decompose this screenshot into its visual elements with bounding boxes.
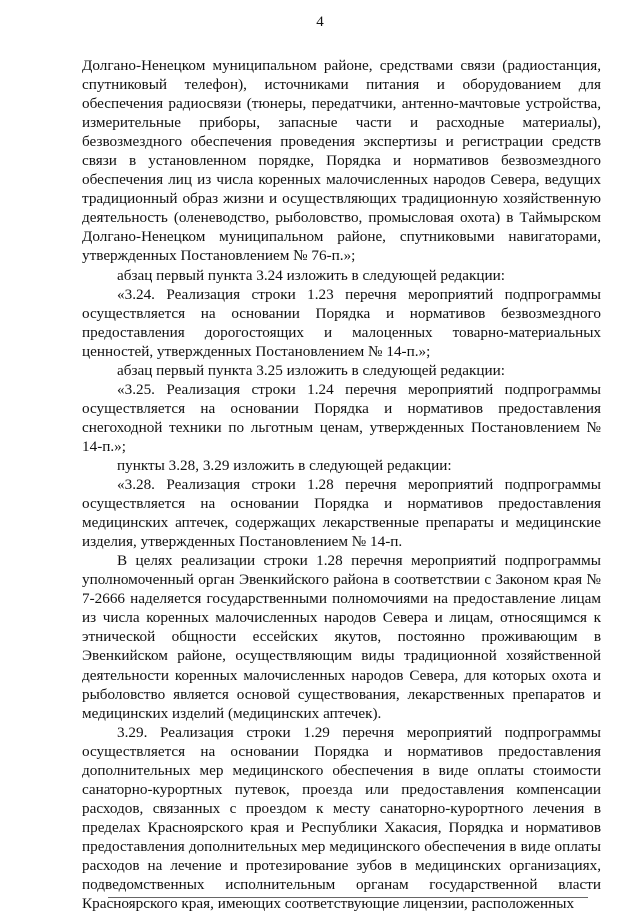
bottom-rule	[108, 897, 588, 898]
body-text	[82, 56, 601, 913]
paragraph: «3.28. Реализация строки 1.28 перечня мероприятий подпрограммы осуществляется на основании Порядка и нормативов предоставления медицинских аптечек, содержащих лекарственные препараты и медицинские изделия, утвержденных Постановлением № 14-п.	[82, 476, 601, 551]
page-number: 4	[316, 14, 324, 30]
paragraph: абзац первый пункта 3.24 изложить в следующей редакции:	[117, 266, 505, 284]
paragraph: пункты 3.28, 3.29 изложить в следующей редакции:	[117, 456, 452, 474]
paragraph: 3.29. Реализация строки 1.29 перечня мероприятий подпрограммы осуществляется на основании Порядка и нормативов предоставления дополнительных мер медицинского обеспечения в виде оплаты стоимости санаторно-курортных путевок, проезда или предоставления компенсации расходов, связанных с проездом к месту санаторно-курортного лечения в пределах Красноярского края и Республики Хакасия, Порядка и нормативов предоставления дополнительных мер медицинского обеспечения в виде оплаты расходов на лечение и протезирование зубов в медицинских организациях, подведомственных исполнительным органам государственной власти Красноярского края, имеющих соответствующие лицензии, расположенных	[82, 723, 601, 913]
paragraph: «3.25. Реализация строки 1.24 перечня мероприятий подпрограммы осуществляется на основании Порядка и нормативов предоставления снегоходной техники по льготным ценам, утвержденных Постановлением № 14-п.»;	[82, 380, 601, 455]
paragraph: В целях реализации строки 1.28 перечня мероприятий подпрограммы уполномоченный орган Эвенкийского района в соответствии с Законом края № 7-2666 наделяется государственными полномочиями на предоставление лицам из числа коренных малочисленных народов Севера и лицам, относящимся к этнической общности ессейских якутов, постоянно проживающим в Эвенкийском районе, осуществляющим виды традиционной хозяйственной деятельности коренных малочисленных народов Севера, для которых охота и рыболовство является основой существования, лекарственных препаратов и медицинских изделий (медицинских аптечек).	[82, 552, 601, 722]
paragraph: «3.24. Реализация строки 1.23 перечня мероприятий подпрограммы осуществляется на основании Порядка и нормативов безвозмездного предоставления дорогостоящих и малоценных товарно-материальных ценностей, утвержденных Постановлением № 14-п.»;	[82, 285, 601, 360]
paragraph: Долгано-Ненецком муниципальном районе, средствами связи (радиостанция, спутниковый телефон), источниками питания и оборудованием для обеспечения радиосвязи (тюнеры, передатчики, антенно-мачтовые устройства, измерительные приборы, запасные части и расходные материалы), безвозмездного обеспечения проведения экспертизы и регистрации средств связи в установленном порядке, Порядка и нормативов безвозмездного обеспечения лиц из числа коренных малочисленных народов Севера, ведущих традиционный образ жизни и осуществляющих традиционную хозяйственную деятельность (оленеводство, рыболовство, промысловая охота) в Таймырском Долгано-Ненецком муниципальном районе, спутниковыми навигаторами, утвержденных Постановлением № 76-п.»;	[82, 57, 601, 265]
paragraph: абзац первый пункта 3.25 изложить в следующей редакции:	[117, 361, 505, 379]
